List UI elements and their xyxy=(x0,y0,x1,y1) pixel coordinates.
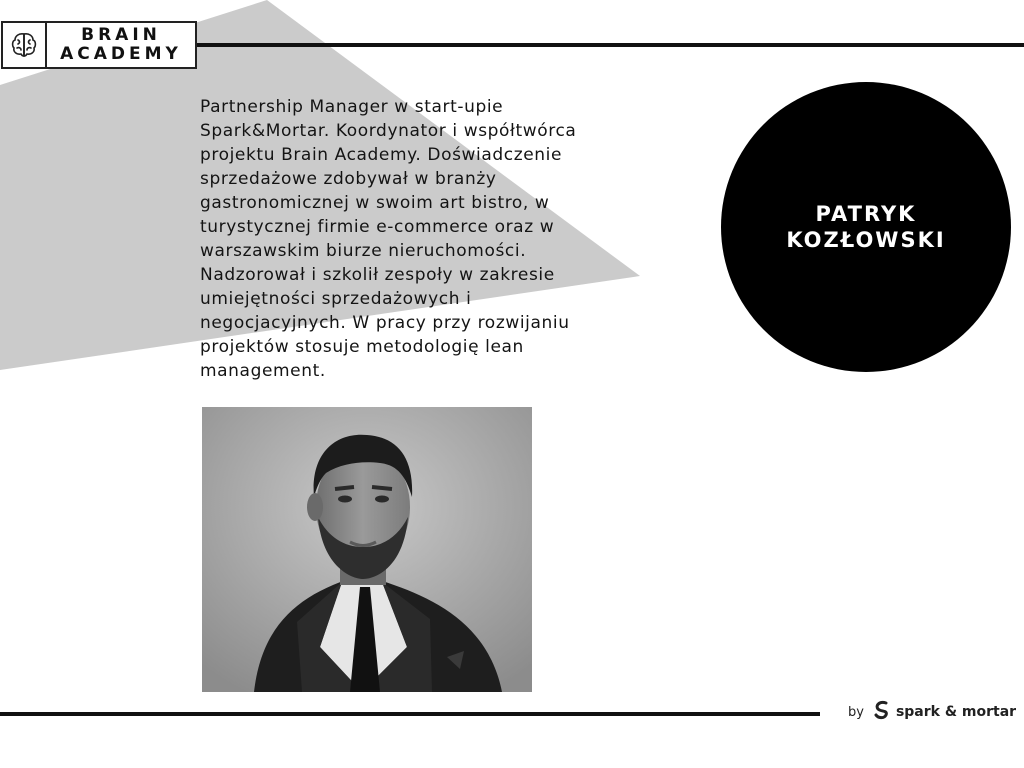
bio-line: projektu Brain Academy. Doświadczenie xyxy=(200,145,563,165)
logo-text xyxy=(47,23,195,67)
bottom-divider-line xyxy=(0,712,820,716)
first-name: PATRYK xyxy=(815,202,917,226)
bio-paragraph xyxy=(200,95,670,383)
footer-by: by xyxy=(848,704,864,720)
portrait-photo xyxy=(202,407,532,692)
logo-line-academy: ACADEMY xyxy=(60,44,182,64)
spark-mortar-logo-icon xyxy=(872,700,892,724)
bio-line: management. xyxy=(200,361,326,381)
bio-line: gastronomicznej w swoim art bistro, w xyxy=(200,193,550,213)
bio-line: turystycznej firmie e-commerce oraz w xyxy=(200,217,555,237)
logo-line-brain: BRAIN xyxy=(81,25,161,45)
last-name: KOZŁOWSKI xyxy=(786,228,946,252)
brain-icon xyxy=(3,23,47,67)
bio-line: umiejętności sprzedażowych i xyxy=(200,289,472,309)
footer-brand-name: spark & mortar xyxy=(895,704,1017,720)
top-divider-line xyxy=(197,43,1024,47)
bio-line: sprzedażowe zdobywał w branży xyxy=(200,169,497,189)
brain-academy-logo[interactable] xyxy=(1,21,197,69)
bio-line: Nadzorował i szkolił zespoły w zakresie xyxy=(200,265,555,285)
bio-line: projektów stosuje metodologię lean xyxy=(200,337,524,357)
bio-line: Spark&Mortar. Koordynator i współtwórca xyxy=(200,121,577,141)
name-circle xyxy=(721,82,1011,372)
footer-brand[interactable] xyxy=(848,700,1016,724)
bio-line: warszawskim biurze nieruchomości. xyxy=(200,241,527,261)
bio-line: Partnership Manager w start-upie xyxy=(200,97,504,117)
bio-line: negocjacyjnych. W pracy przy rozwijaniu xyxy=(200,313,570,333)
